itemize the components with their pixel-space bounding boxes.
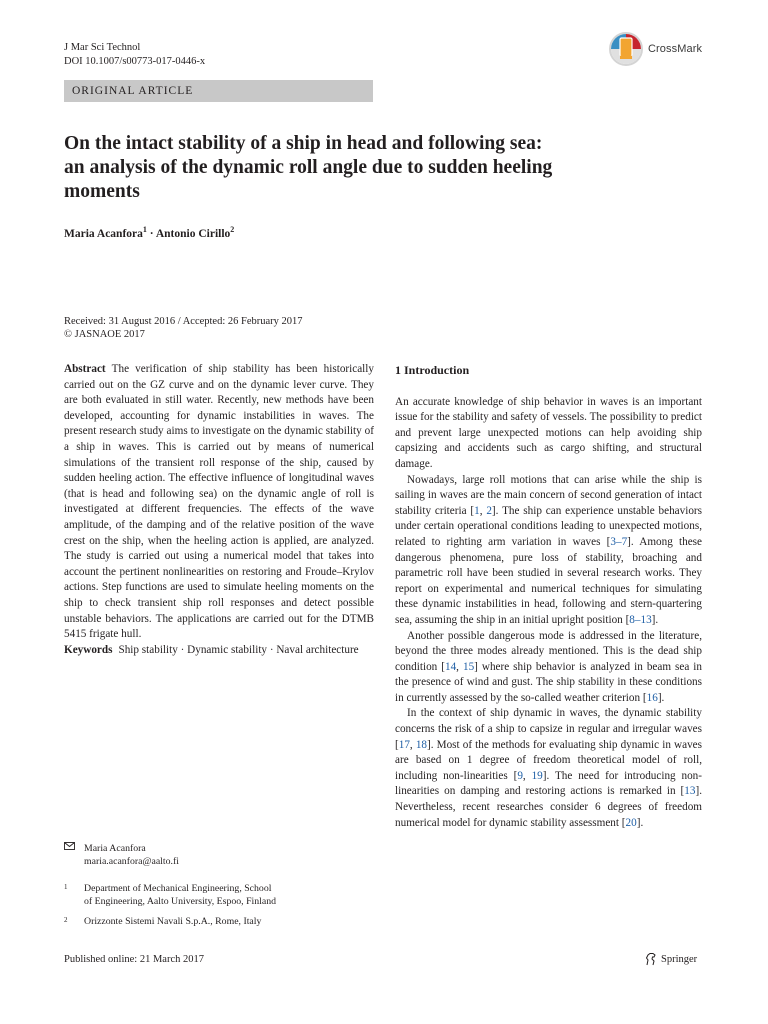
publisher-name: Springer	[661, 953, 698, 965]
copyright: © JASNAOE 2017	[64, 329, 145, 340]
citation-link[interactable]: 20	[625, 816, 637, 829]
text-run: ].	[636, 816, 644, 829]
right-column	[395, 362, 702, 831]
received-accepted-dates: Received: 31 August 2016 / Accepted: 26 February 2017	[64, 316, 303, 327]
published-date: Published online: 21 March 2017	[64, 954, 204, 965]
left-column	[64, 362, 374, 658]
author-affiliation: 2	[230, 225, 235, 234]
citation-link[interactable]: 8–13	[629, 613, 652, 626]
contact-email[interactable]: maria.acanfora@aalto.fi	[84, 856, 179, 867]
affiliation-2-text: Orizzonte Sistemi Navali S.p.A., Rome, Italy	[84, 916, 262, 927]
citation-link[interactable]: 16	[646, 691, 658, 704]
article-type-banner: ORIGINAL ARTICLE	[64, 80, 373, 102]
intro-paragraph-2	[395, 473, 702, 629]
author-separator: ·	[146, 227, 156, 240]
author-list	[64, 225, 234, 240]
envelope-icon	[64, 842, 84, 868]
doi[interactable]: DOI 10.1007/s00773-017-0446-x	[64, 56, 206, 67]
text-run: ,	[522, 769, 532, 782]
citation-link[interactable]: 19	[531, 769, 543, 782]
affiliation-mark: 2	[64, 916, 68, 924]
corresponding-author	[64, 842, 364, 868]
abstract	[64, 362, 374, 643]
author-affiliation: 1	[142, 225, 147, 234]
author-name[interactable]: Antonio Cirillo	[155, 227, 231, 240]
text-run: ,	[456, 660, 463, 673]
text-run: ]. Among these dangerous phenomena, pure loss of stability, broaching and parametric roll have been studied in several research works. They report on experimental and numerical techniques for simulating these dynamic instabilities in head, following and stern-quartering sea, assuming the ship in an initial upright position [	[395, 535, 702, 626]
intro-paragraph-1: An accurate knowledge of ship behavior in waves is an important issue for the stability and safety of vessels. The possibility to predict and prevent large unexpected motions can help avoiding ship capsizing and accidents such as cargo shifting, and structural damage.	[395, 395, 702, 470]
keywords-heading: Keywords	[64, 643, 113, 656]
citation-link[interactable]: 15	[462, 660, 475, 673]
text-run: In the context of ship dynamic in waves, the dynamic stability concerns the risk of a ship to capsize in regular and irregular waves [	[395, 707, 702, 751]
author-name[interactable]: Maria Acanfora	[64, 227, 143, 240]
affiliation-1	[64, 882, 364, 908]
citation-link[interactable]: 2	[486, 504, 492, 517]
introduction-heading: 1 Introduction	[395, 363, 470, 377]
keywords-text: Ship stability · Dynamic stability · Naval architecture	[118, 643, 359, 656]
abstract-heading: Abstract	[64, 363, 106, 375]
keywords	[64, 643, 374, 659]
citation-link[interactable]: 13	[684, 785, 696, 798]
text-run: ] where ship behavior is analyzed in beam sea in the presence of wind and gust. The ship stability in these conditions in currently assessed by the so-called weather criterion [	[395, 660, 703, 704]
affiliation-1-line-1: Department of Mechanical Engineering, School	[84, 883, 272, 894]
crossmark-label: CrossMark	[648, 43, 703, 55]
affiliation-mark: 1	[64, 883, 68, 891]
citation-link[interactable]: 14	[444, 660, 457, 673]
intro-paragraph-3	[395, 629, 702, 707]
citation-link[interactable]: 17	[398, 738, 410, 751]
title-line-2: an analysis of the dynamic roll angle due to sudden heeling	[64, 157, 553, 178]
article-history	[64, 315, 303, 341]
contact-name: Maria Acanfora	[84, 843, 146, 854]
citation-link[interactable]: 3–7	[610, 535, 628, 548]
affiliation-1-line-2: of Engineering, Aalto University, Espoo, Finland	[84, 896, 277, 907]
journal-name: J Mar Sci Technol	[64, 42, 141, 53]
title-line-3: moments	[64, 181, 140, 202]
publisher-logo	[644, 952, 697, 966]
affiliation-2	[64, 915, 364, 928]
text-run: ,	[479, 504, 487, 517]
citation-link[interactable]: 1	[474, 504, 480, 517]
springer-horse-icon	[644, 952, 658, 966]
title-line-1: On the intact stability of a ship in head and following sea:	[64, 133, 543, 154]
text-run: ,	[409, 738, 416, 751]
text-run: ].	[651, 613, 659, 626]
citation-link[interactable]: 9	[517, 769, 523, 782]
abstract-text: The verification of ship stability has been historically carried out on the GZ curve and on the dynamic lever curve. They are both evaluated in still water. Recently, new methods have been developed, accounting for dynamic instabilities in waves. The present research study aims to investigate on the dynamic stability of a ship in waves. This is carried out by means of numerical simulations of the transient roll response of the ship, caused by sudden heeling action. The effective influence of longitudinal waves (that is head and following sea) on the dynamic angle of roll is investigated at different frequencies. The effects of the wave amplitude, of the damping and of the relative position of the wave crest on the ship, when the heeling action is applied, are analyzed. The study is carried out using a numerical model that takes into account the pertinent nonlinearities on restoring and Froude–Krylov actions. Step functions are used to simulate heeling moments on the ship to check transient ship roll responses and detect possible unstable behaviors. The applications are carried out for the DTMB 5415 frigate hull.	[64, 363, 374, 641]
crossmark-icon	[608, 31, 644, 67]
text-run: ]. The need for introducing non-linearities on damping and restoring actions is remarked in [	[395, 769, 703, 798]
text-run: ]. Most of the methods for evaluating ship dynamic in waves are based on 1 degree of freedom theoretical model of roll, including non-linearities [	[395, 738, 702, 782]
text-run: Nowadays, large roll motions that can arise while the ship is sailing in waves are the main concern of second generation of intact stability criteria [	[395, 473, 702, 517]
text-run: ].	[657, 691, 665, 704]
text-run: Another possible dangerous mode is addressed in the literature, beyond the three modes already mentioned. This is the dead ship condition [	[395, 629, 702, 673]
text-run: ]. The ship can experience unstable behaviors under certain operational conditions leading to unexpected motions, related to righting arm variation in waves [	[395, 504, 702, 548]
text-run: ]. Nevertheless, recent researches consider 6 degrees of freedom numerical model for dynamic stability assessment [	[395, 785, 702, 829]
intro-paragraph-4	[395, 706, 702, 831]
article-title	[64, 132, 624, 204]
citation-link[interactable]: 18	[415, 738, 428, 751]
journal-info	[64, 41, 205, 69]
crossmark-badge[interactable]	[608, 31, 702, 67]
